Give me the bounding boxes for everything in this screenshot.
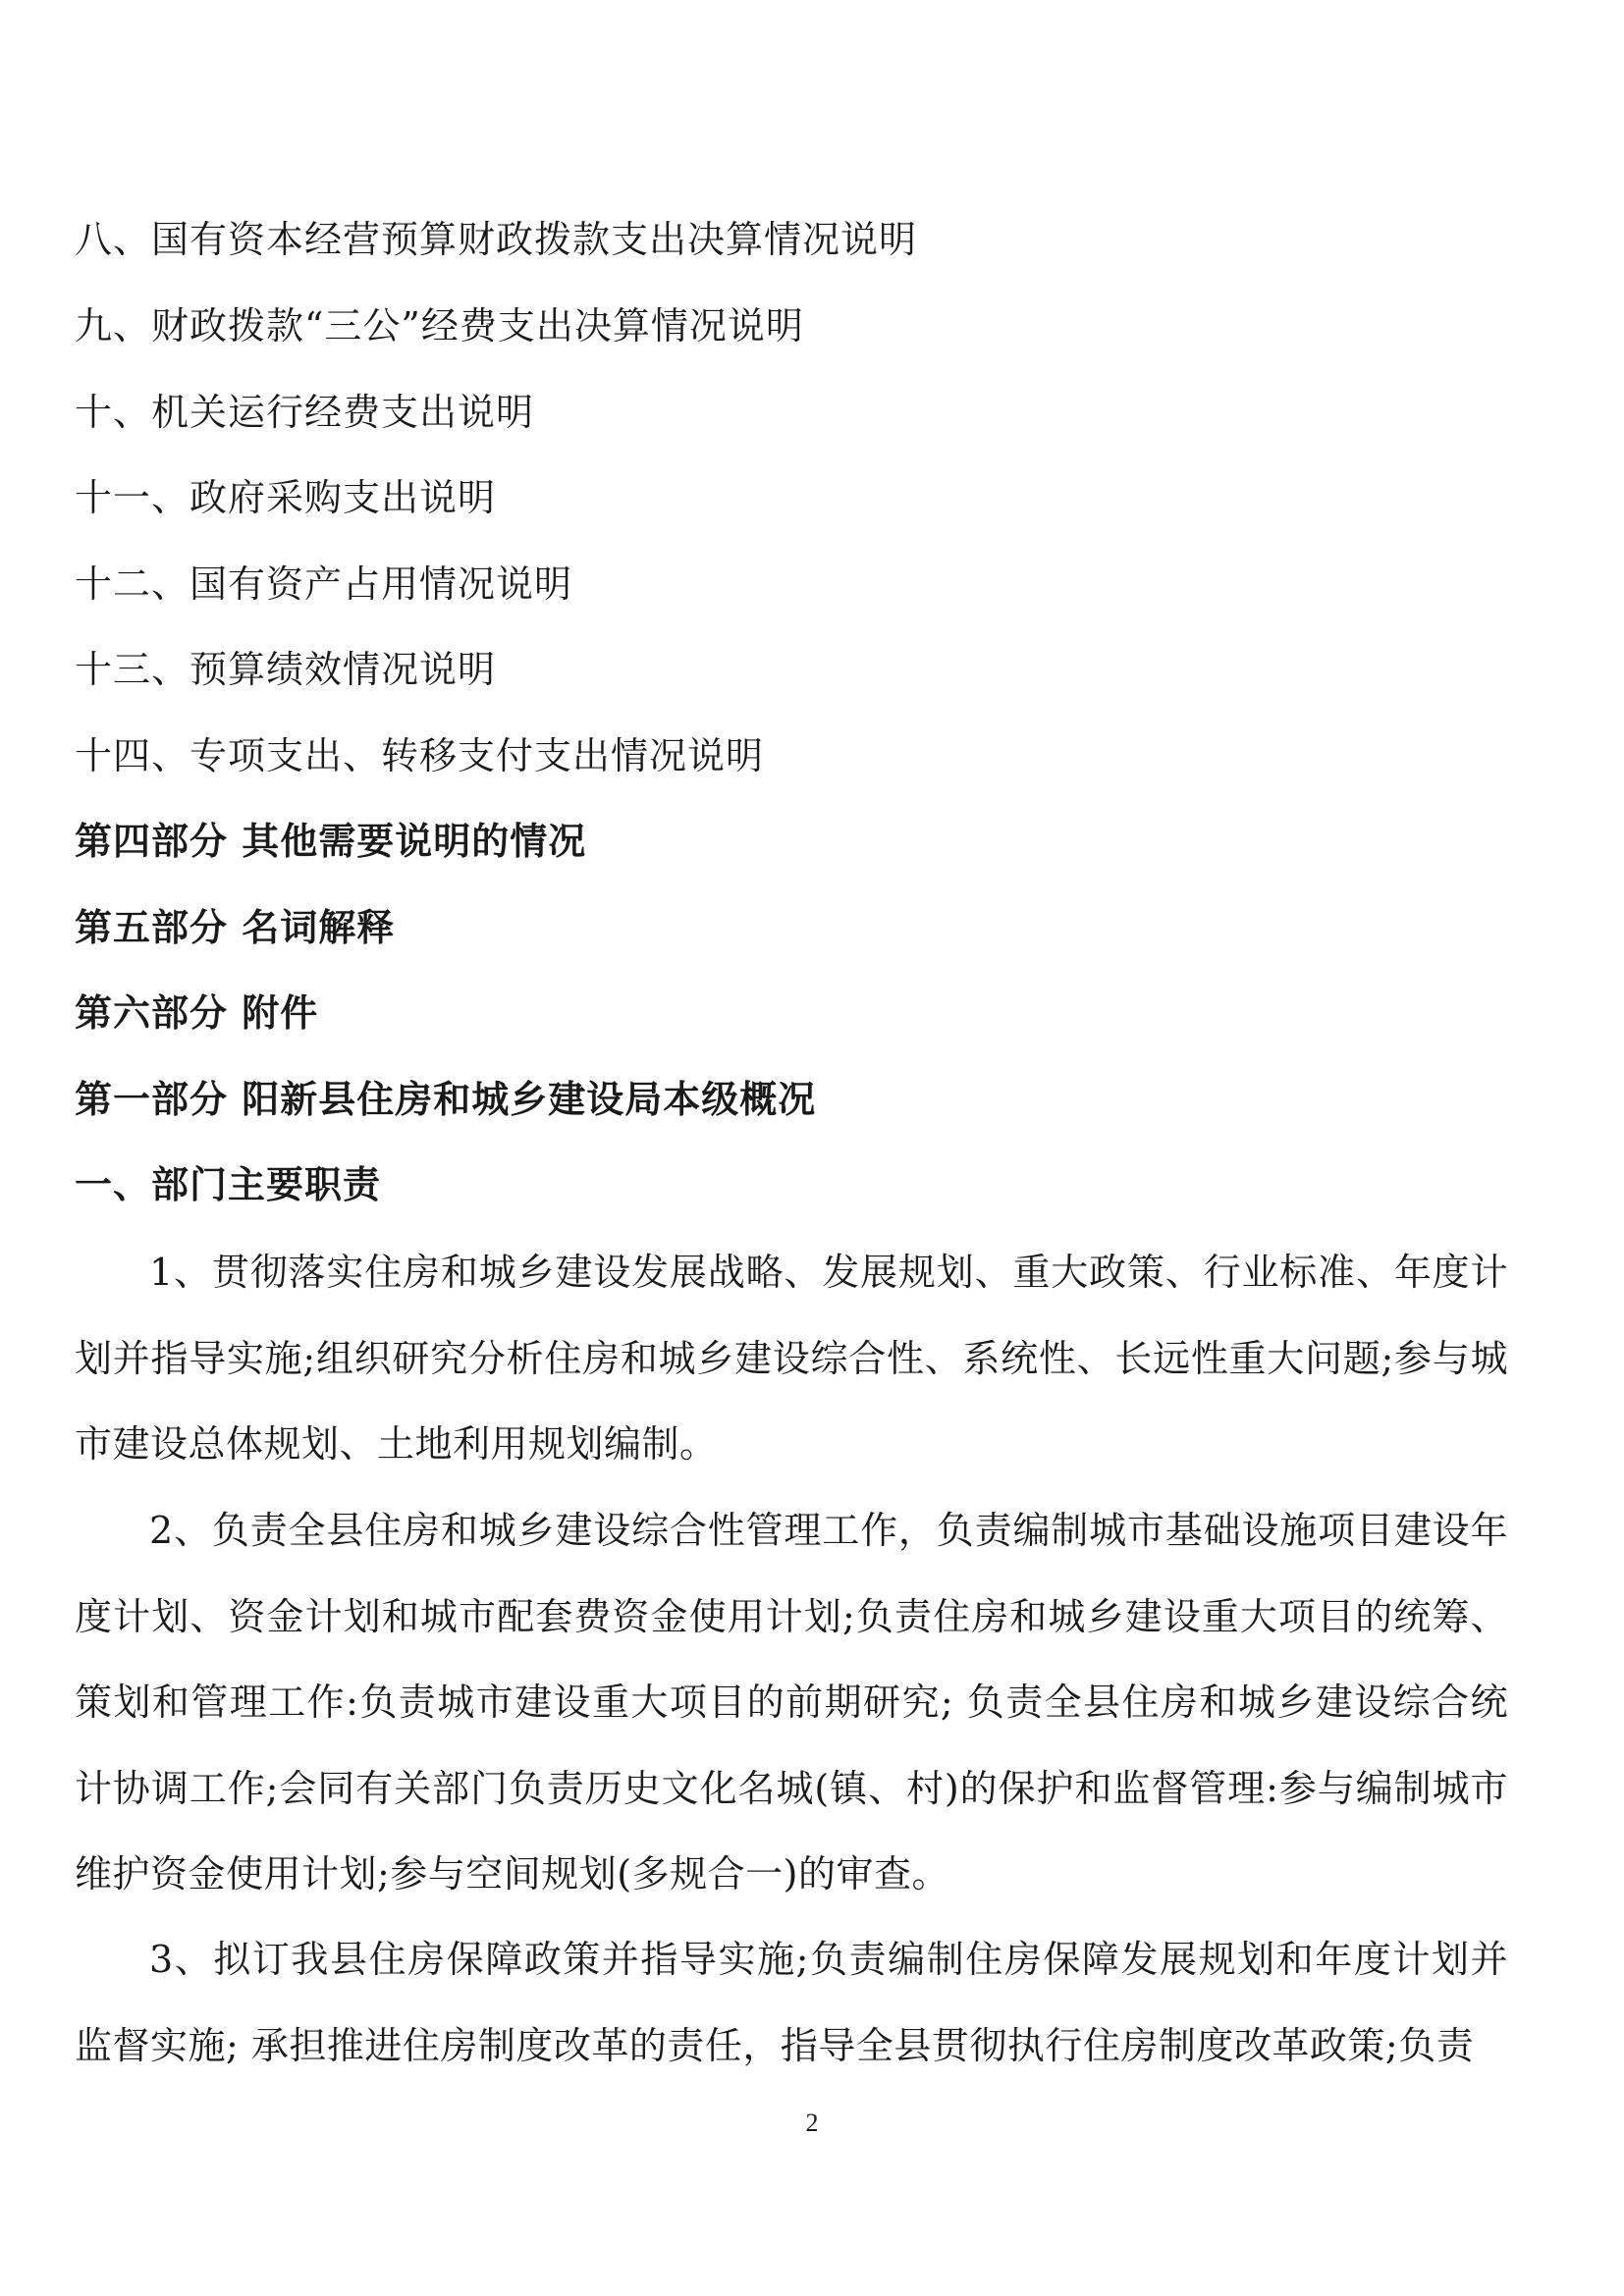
part-4-heading: 第四部分 其他需要说明的情况 — [75, 820, 587, 863]
toc-item-12: 十二、国有资产占用情况说明 — [75, 562, 573, 606]
duty-paragraph-2: 2、负责全县住房和城乡建设综合性管理工作，负责编制城市基础设施项目建设年度计划、资金计划和城市配套费资金使用计划;负责住房和城乡建设重大项目的统筹、策划和管理工作:负责城市建设重大项目的前期研究; 负责全县住房和城乡建设综合统计协调工作;会同有关部门负责历史文化名城(镇、村)的保护和监督管理:参与编制城市维护资金使用计划;参与空间规划(多规合一)的审查。 — [75, 1509, 1508, 1896]
page-number: 2 — [805, 2109, 819, 2137]
section-heading: 第一部分 阳新县住房和城乡建设局本级概况 — [75, 1078, 817, 1121]
toc-item-9: 九、财政拨款“三公”经费支出决算情况说明 — [75, 304, 804, 347]
toc-item-11: 十一、政府采购支出说明 — [75, 476, 497, 519]
duty-paragraph-3: 3、拟订我县住房保障政策并指导实施;负责编制住房保障发展规划和年度计划并监督实施; 承担推进住房制度改革的责任，指导全县贯彻执行住房制度改革政策;负责 — [75, 1938, 1508, 2067]
toc-item-8: 八、国有资本经营预算财政拨款支出决算情况说明 — [75, 218, 918, 261]
toc-item-14: 十四、专项支出、转移支付支出情况说明 — [75, 734, 765, 777]
part-5-heading: 第五部分 名词解释 — [75, 906, 396, 949]
duty-paragraph-1: 1、贯彻落实住房和城乡建设发展战略、发展规划、重大政策、行业标准、年度计划并指导实施;组织研究分析住房和城乡建设综合性、系统性、长远性重大问题;参与城市建设总体规划、土地利用规划编制。 — [75, 1251, 1509, 1466]
toc-item-13: 十三、预算绩效情况说明 — [75, 648, 497, 691]
part-6-heading: 第六部分 附件 — [75, 991, 319, 1035]
subsection-heading: 一、部门主要职责 — [75, 1163, 382, 1206]
toc-item-10: 十、机关运行经费支出说明 — [75, 391, 535, 434]
